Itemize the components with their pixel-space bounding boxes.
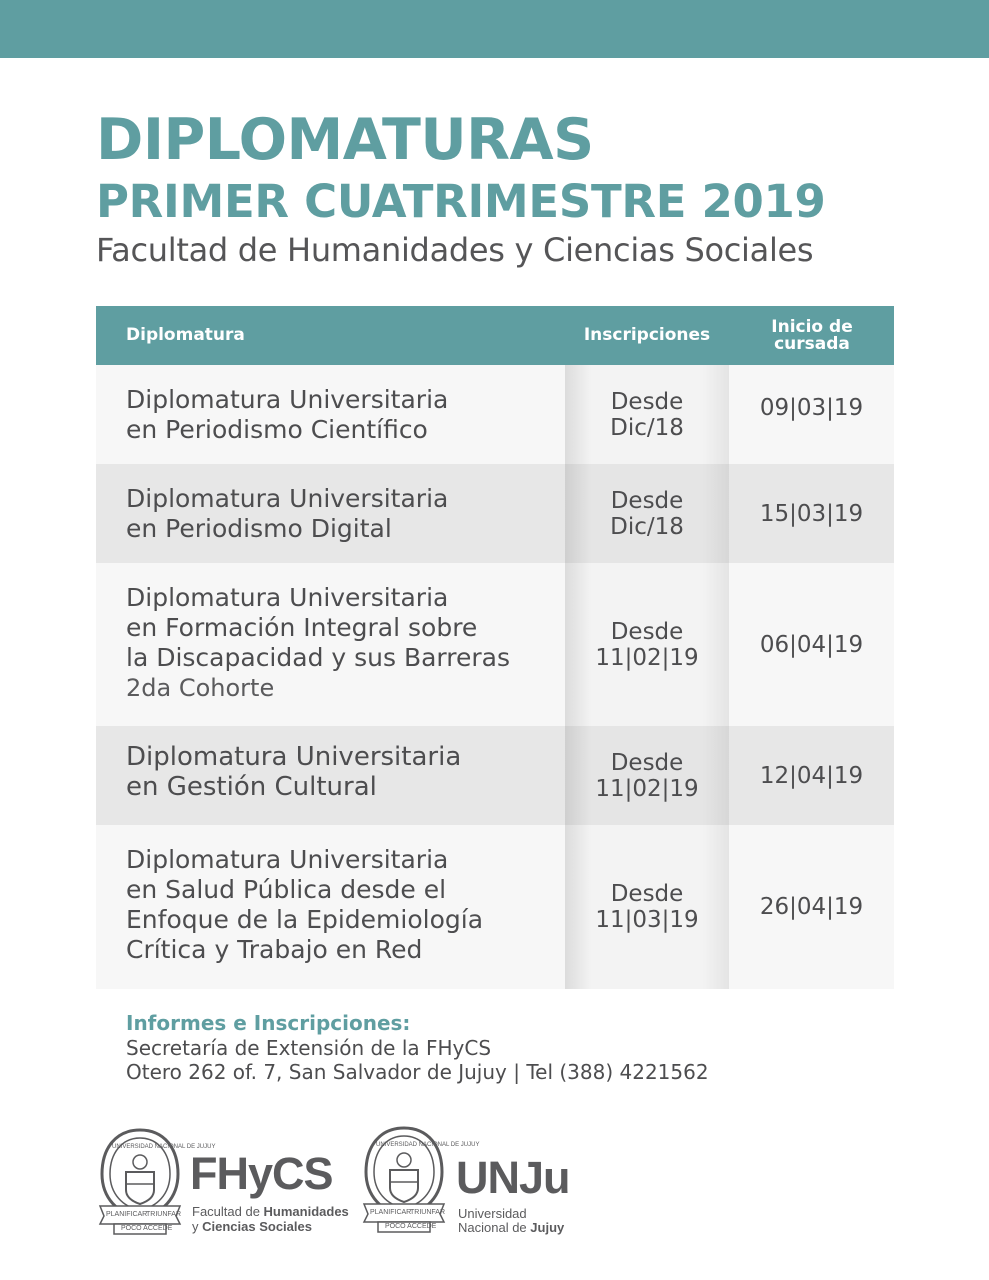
unju-line2-pre: Nacional de xyxy=(458,1220,531,1235)
inscripciones-cell xyxy=(565,365,729,464)
diplomatura-cell xyxy=(96,563,565,726)
unju-line2 xyxy=(458,1220,564,1235)
unju-banner1: PLANIFICAR xyxy=(370,1209,412,1216)
name-line: en Periodismo Digital xyxy=(126,514,392,543)
fhycs-banner2: TRIUNFAR xyxy=(146,1211,181,1218)
info-office: Secretaría de Extensión de la FHyCS xyxy=(126,1036,492,1060)
inicio-cell xyxy=(729,464,894,563)
header-diplomatura: Diplomatura xyxy=(126,325,245,345)
name-line: Enfoque de la Epidemiología xyxy=(126,905,484,934)
inscripciones-value: Desde Dic/18 xyxy=(610,388,684,441)
table-header xyxy=(96,306,894,365)
subtitle-year: 2019 xyxy=(701,175,826,228)
fhycs-line1 xyxy=(192,1204,349,1219)
table-row xyxy=(96,825,894,989)
fhycs-line1-pre: Facultad de xyxy=(192,1204,264,1219)
header-inicio: Inicio de cursada xyxy=(771,317,853,354)
diplomatura-cell xyxy=(96,464,565,563)
page-title: DIPLOMATURAS xyxy=(96,107,594,173)
unju-logo xyxy=(360,1124,580,1238)
fhycs-line2-bold: Ciencias Sociales xyxy=(202,1219,312,1234)
diplomaturas-table xyxy=(96,306,894,989)
name-line: Diplomatura Universitaria xyxy=(126,385,449,414)
inicio-value: 09|03|19 xyxy=(759,395,864,421)
inscripciones-value: Desde 11|02|19 xyxy=(595,618,699,671)
inicio-value: 26|04|19 xyxy=(759,894,864,920)
inicio-cell xyxy=(729,726,894,825)
name-line: Diplomatura Universitaria xyxy=(126,742,462,772)
fhycs-line1-bold: Humanidades xyxy=(263,1204,349,1219)
diplomatura-cell xyxy=(96,726,565,825)
inscripciones-value: Desde 11|03|19 xyxy=(595,881,699,933)
fhycs-seal-icon xyxy=(96,1126,184,1236)
unju-seal-text: UNIVERSIDAD NACIONAL DE JUJUY xyxy=(376,1142,480,1148)
header-inscripciones: Inscripciones xyxy=(583,325,711,345)
name-line: en Formación Integral sobre xyxy=(126,613,478,642)
name-line: en Periodismo Científico xyxy=(126,415,428,444)
unju-banner3: POCO ACCEDE xyxy=(385,1223,437,1230)
fhycs-logo xyxy=(96,1126,356,1238)
cohort-label: 2da Cohorte xyxy=(126,674,275,702)
table-row xyxy=(96,365,894,464)
unju-line1: Universidad xyxy=(458,1206,527,1221)
inscripciones-cell xyxy=(565,563,729,726)
inicio-value: 12|04|19 xyxy=(759,762,864,789)
inicio-value: 15|03|19 xyxy=(759,500,864,527)
inscripciones-value: Desde Dic/18 xyxy=(610,487,684,540)
diplomatura-cell xyxy=(96,365,565,464)
subtitle-text: PRIMER CUATRIMESTRE xyxy=(96,175,687,228)
unju-acronym: UNJu xyxy=(456,1152,570,1203)
inicio-cell xyxy=(729,563,894,726)
name-line: la Discapacidad y sus Barreras xyxy=(126,643,511,672)
name-line: Diplomatura Universitaria xyxy=(126,484,449,513)
inscripciones-cell xyxy=(565,825,729,989)
diplomatura-cell xyxy=(96,825,565,989)
diplomatura-name xyxy=(126,742,461,802)
diplomatura-name xyxy=(126,385,448,445)
diplomatura-name xyxy=(126,484,448,544)
inicio-cell xyxy=(729,365,894,464)
diplomatura-name xyxy=(126,845,483,965)
name-line: Diplomatura Universitaria xyxy=(126,845,449,874)
unju-line2-bold: Jujuy xyxy=(530,1220,565,1235)
top-color-bar xyxy=(0,0,989,58)
fhycs-line2-pre: y xyxy=(192,1219,203,1234)
diplomatura-name xyxy=(126,583,510,703)
info-address: Otero 262 of. 7, San Salvador de Jujuy | Tel (388) 4221562 xyxy=(126,1060,709,1084)
name-line: Diplomatura Universitaria xyxy=(126,583,449,612)
unju-seal-icon xyxy=(360,1124,448,1234)
fhycs-banner1: PLANIFICAR xyxy=(106,1211,148,1218)
fhycs-acronym: FHyCS xyxy=(190,1148,333,1199)
table-row xyxy=(96,464,894,563)
name-line: Crítica y Trabajo en Red xyxy=(126,935,423,964)
inscripciones-cell xyxy=(565,464,729,563)
fhycs-line2 xyxy=(192,1219,312,1234)
table-row xyxy=(96,726,894,825)
name-line: en Salud Pública desde el xyxy=(126,875,447,904)
info-title: Informes e Inscripciones: xyxy=(126,1011,411,1035)
faculty-name: Facultad de Humanidades y Ciencias Sociales xyxy=(96,231,814,269)
name-line: en Gestión Cultural xyxy=(126,772,377,802)
inicio-cell xyxy=(729,825,894,989)
table-row xyxy=(96,563,894,726)
inscripciones-value: Desde 11|02|19 xyxy=(595,749,699,802)
fhycs-seal-text: UNIVERSIDAD NACIONAL DE JUJUY xyxy=(112,1144,216,1150)
page-subtitle xyxy=(96,176,826,228)
fhycs-banner3: POCO ACCEDE xyxy=(121,1225,173,1232)
inscripciones-cell xyxy=(565,726,729,825)
unju-banner2: TRIUNFAR xyxy=(410,1209,445,1216)
inicio-value: 06|04|19 xyxy=(759,631,864,658)
